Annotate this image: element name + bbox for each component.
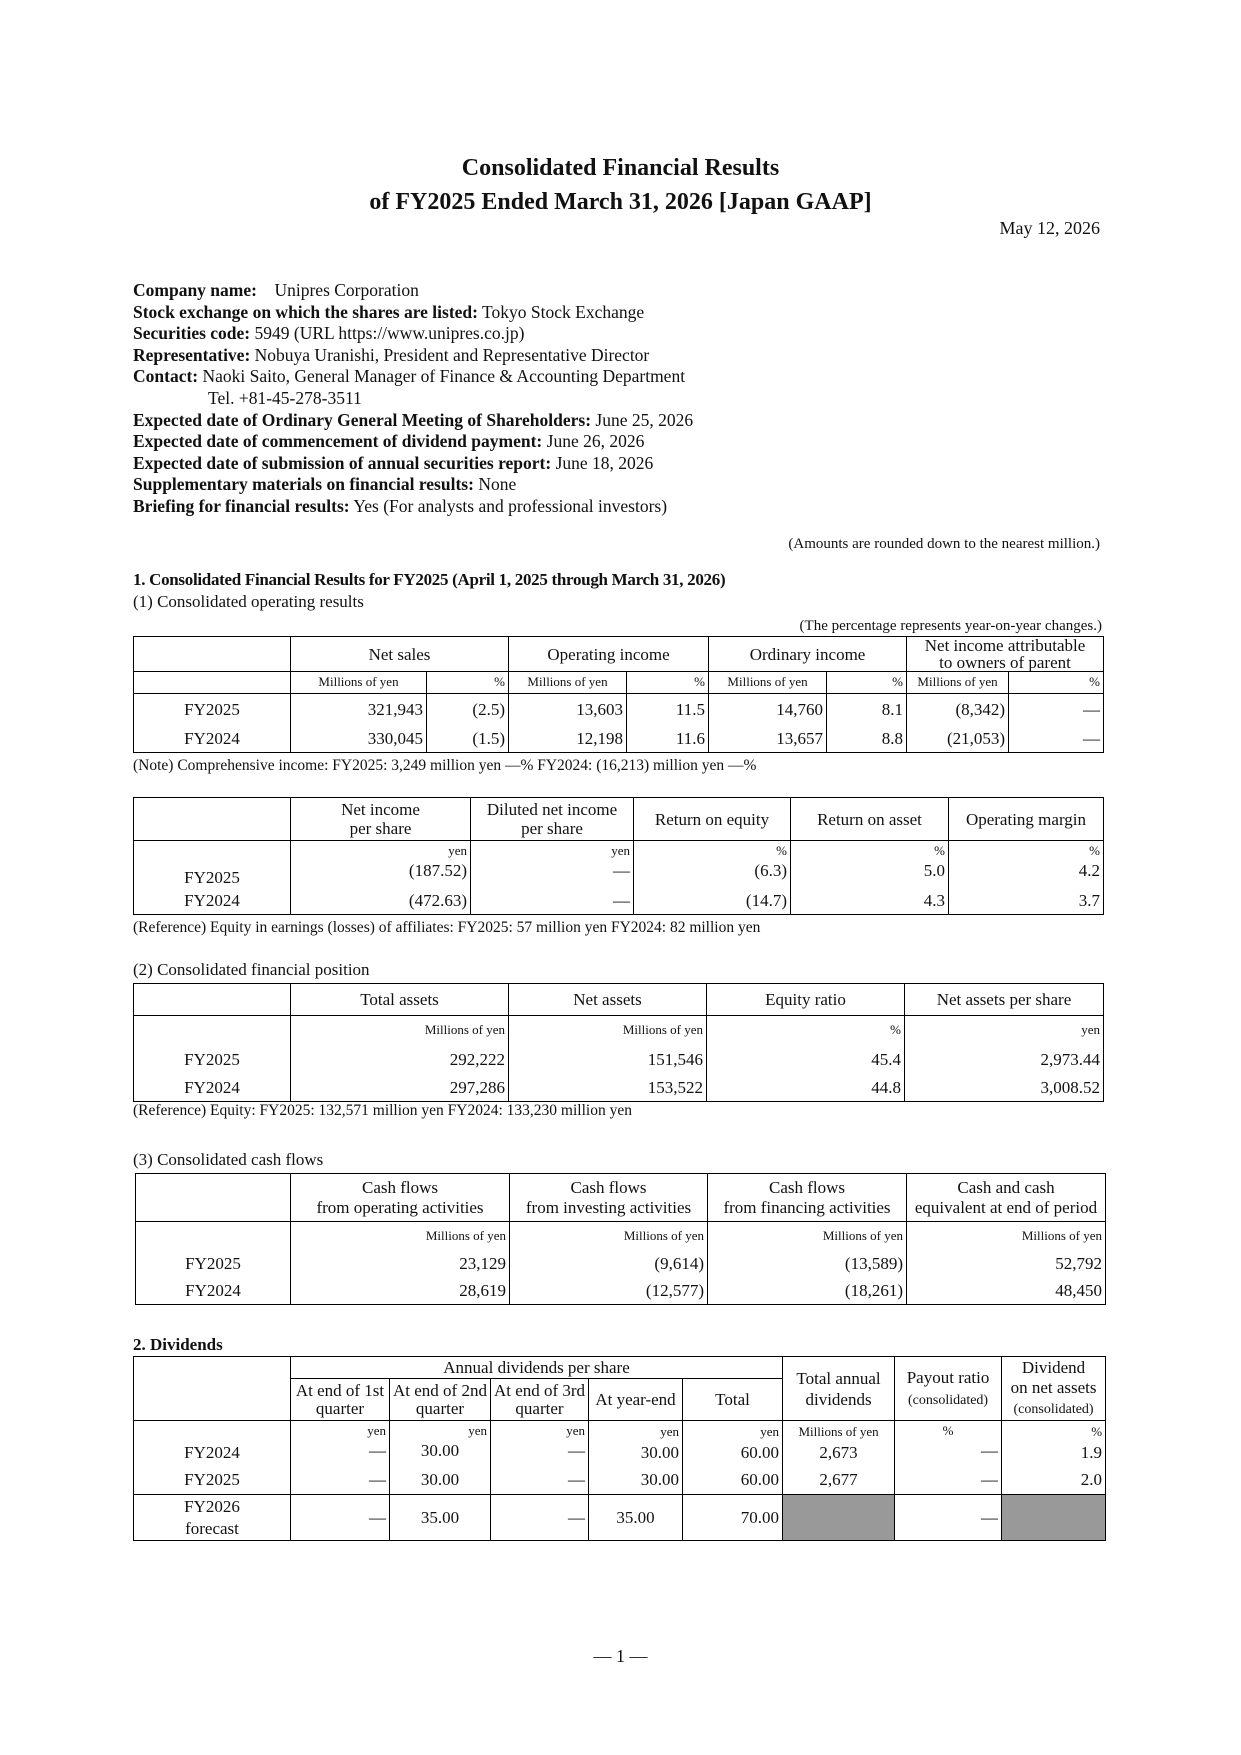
header-q2-l2: quarter [415,1398,465,1418]
header-net-income-l2: to owners of parent [939,653,1071,672]
cell: — [491,1465,589,1495]
header-q3-l2: quarter [515,1398,564,1418]
cell: 1.9 [1002,1441,1106,1465]
table-row [134,1074,1104,1102]
operating-results-table [133,636,1104,753]
header-dna-l2: on net assets [1010,1377,1097,1397]
header-q3 [491,1379,589,1421]
header-roe: Return on equity [634,798,791,841]
header-cf-op-l2: from operating activities [316,1197,484,1217]
report-value: June 18, 2026 [555,452,654,473]
cell: 11.5 [627,694,709,726]
unit-cell: yen [390,1421,491,1441]
unit-blank [134,1016,291,1046]
cell: 52,792 [907,1250,1106,1278]
header-payout-l1: Payout ratio [906,1367,990,1387]
row-label: FY2024 [134,1074,291,1102]
unit-blank [136,1222,291,1250]
header-cf-operating [291,1174,510,1222]
header-operating-margin: Operating margin [949,798,1104,841]
cell: 35.00 [589,1495,683,1541]
header-cf-financing [708,1174,907,1222]
row-label: FY2024 [134,726,291,753]
row-label: FY2025 [136,1250,291,1278]
unit-cell: yen [491,1421,589,1441]
cell: (8,342) [907,694,1009,726]
unit-blank [134,672,291,694]
header-cf-inv-l2: from investing activities [525,1197,692,1217]
unit-cell: Millions of yen [709,672,827,694]
header-cf-investing [510,1174,708,1222]
header-total-annual-dividends [783,1357,895,1421]
header-cash-l1: Cash and cash [957,1177,1055,1197]
unit-cell: % [949,841,1104,861]
pct-note: (The percentage represents year-on-year changes.) [799,618,1102,634]
cell: 70.00 [683,1495,783,1541]
unit-cell: % [895,1421,1002,1441]
header-dna-l1: Dividend [1021,1357,1086,1377]
cell: 30.00 [589,1465,683,1495]
cell: (9,614) [510,1250,708,1278]
unit-cell: yen [291,841,471,861]
table-row [134,887,1104,915]
cell: (13,589) [708,1250,907,1278]
cell: 14,760 [709,694,827,726]
cell: 13,657 [709,726,827,753]
header-nav-per-share: Net assets per share [905,984,1104,1016]
header-ordinary-income: Ordinary income [709,637,907,672]
cell: — [471,887,634,915]
cell: — [471,861,634,887]
header-net-assets: Net assets [509,984,707,1016]
cell: 2,673 [783,1441,895,1465]
header-operating-income: Operating income [509,637,709,672]
cell: (18,261) [708,1278,907,1305]
unit-cell: Millions of yen [509,672,627,694]
report-date: May 12, 2026 [999,218,1100,238]
comprehensive-income-note: (Note) Comprehensive income: FY2025: 3,249 million yen —% FY2024: (16,213) million yen —% [133,757,757,774]
header-net-income-l1: Net income attributable [924,636,1086,655]
row-label: FY2024 [134,1441,291,1465]
unit-cell: % [707,1016,905,1046]
briefing-value: Yes (For analysts and professional investors) [353,495,668,516]
cell: 30.00 [589,1441,683,1465]
header-diluted-l1: Diluted net income [486,800,618,819]
header-total-annual-l1: Total annual [796,1368,881,1388]
header-dividend-net-assets [1002,1357,1106,1421]
exchange-label: Stock exchange on which the shares are listed: [133,301,478,322]
header-cf-fin-l1: Cash flows [768,1177,846,1197]
unit-cell: yen [291,1421,390,1441]
cell: 11.6 [627,726,709,753]
cell: 292,222 [291,1046,509,1074]
cell: (14.7) [634,887,791,915]
cell: 8.8 [827,726,907,753]
header-q2-l1: At end of 2nd [393,1380,487,1400]
header-blank [134,1357,291,1421]
cell: 151,546 [509,1046,707,1074]
cell: (187.52) [291,861,471,887]
cell: (472.63) [291,887,471,915]
rep-value: Nobuya Uranishi, President and Representative Director [254,344,650,365]
cell: 45.4 [707,1046,905,1074]
cell: — [491,1441,589,1465]
cell: (1.5) [427,726,509,753]
meeting-value: June 25, 2026 [595,409,694,430]
header-cash-equivalent [907,1174,1106,1222]
unit-cell: Millions of yen [907,672,1009,694]
unit-cell: % [1009,672,1104,694]
header-diluted-eps [471,798,634,841]
table-row [134,1441,1106,1465]
cell: 297,286 [291,1074,509,1102]
header-payout-ratio [895,1357,1002,1421]
row-label [134,1495,291,1541]
shaded-cell [783,1495,895,1541]
cell: 8.1 [827,694,907,726]
equity-reference-note: (Reference) Equity: FY2025: 132,571 million yen FY2024: 133,230 million yen [133,1102,632,1119]
header-equity-ratio: Equity ratio [707,984,905,1016]
header-blank [134,984,291,1016]
code-value: 5949 (URL https://www.unipres.co.jp) [254,323,525,344]
forecast-label-l2: forecast [185,1518,239,1538]
unit-cell: yen [905,1016,1104,1046]
cell: 48,450 [907,1278,1106,1305]
header-blank [136,1174,291,1222]
page-number: — 1 — [593,1646,648,1666]
table-row [134,726,1104,753]
contact-tel: Tel. +81-45-278-3511 [208,387,362,408]
row-label: FY2025 [134,1046,291,1074]
dividend-date-value: June 26, 2026 [546,431,645,452]
dividends-table [133,1356,1106,1541]
header-net-sales: Net sales [291,637,509,672]
header-q2 [390,1379,491,1421]
rounding-note: (Amounts are rounded down to the nearest million.) [788,536,1100,552]
cell: — [895,1465,1002,1495]
table-row [134,861,1104,887]
cell: (12,577) [510,1278,708,1305]
cell: — [491,1495,589,1541]
cell: (6.3) [634,861,791,887]
header-total-assets: Total assets [291,984,509,1016]
cell: 30.00 [390,1465,491,1495]
header-eps [291,798,471,841]
header-total: Total [683,1379,783,1421]
unit-blank [134,841,291,861]
table-row-forecast [134,1495,1106,1541]
section1-heading: 1. Consolidated Financial Results for FY2025 (April 1, 2025 through March 31, 2026) [133,570,726,589]
cell: 4.2 [949,861,1104,887]
header-net-income-parent [907,637,1104,672]
row-label: FY2025 [134,1465,291,1495]
unit-cell: % [634,841,791,861]
cell: — [291,1495,390,1541]
cell: 5.0 [791,861,949,887]
position-heading: (2) Consolidated financial position [133,960,370,979]
meeting-label: Expected date of Ordinary General Meeting of Shareholders: [133,409,592,430]
unit-cell: % [427,672,509,694]
cell: 30.00 [390,1441,491,1465]
header-q3-l1: At end of 3rd [493,1380,586,1400]
header-cf-inv-l1: Cash flows [570,1177,647,1197]
unit-cell: Millions of yen [291,672,427,694]
unit-cell: yen [471,841,634,861]
dividends-heading: 2. Dividends [133,1335,223,1354]
dividend-date-label: Expected date of commencement of dividend payment: [133,431,543,452]
cell: 153,522 [509,1074,707,1102]
header-blank [134,637,291,672]
cash-flows-table [135,1173,1106,1305]
cell: 321,943 [291,694,427,726]
header-q1-l2: quarter [315,1398,365,1418]
cell: 28,619 [291,1278,510,1305]
table-row [134,1046,1104,1074]
header-eps-l2: per share [349,819,412,838]
cell: — [895,1441,1002,1465]
cell: 3,008.52 [905,1074,1104,1102]
section1-sub1: (1) Consolidated operating results [133,592,364,611]
cell: — [895,1495,1002,1541]
contact-label: Contact: [133,366,199,387]
page-title-line1: Consolidated Financial Results [461,155,780,181]
unit-cell: Millions of yen [708,1222,907,1250]
table-row [136,1250,1106,1278]
table-row [136,1278,1106,1305]
cell: 4.3 [791,887,949,915]
equity-earnings-note: (Reference) Equity in earnings (losses) of affiliates: FY2025: 57 million yen FY2024: 82 million yen [133,919,761,936]
unit-cell: Millions of yen [907,1222,1106,1250]
unit-cell: Millions of yen [509,1016,707,1046]
cell: 330,045 [291,726,427,753]
header-cf-fin-l2: from financing activities [723,1197,891,1217]
cell: — [291,1441,390,1465]
header-eps-l1: Net income [341,800,420,819]
header-payout-l2: (consolidated) [908,1392,989,1408]
cell: 2,973.44 [905,1046,1104,1074]
row-label: FY2024 [134,887,291,915]
header-year-end: At year-end [589,1379,683,1421]
cell: 3.7 [949,887,1104,915]
exchange-value: Tokyo Stock Exchange [482,301,645,322]
header-annual-dividends: Annual dividends per share [291,1357,783,1379]
header-q1-l1: At end of 1st [295,1380,385,1400]
rep-label: Representative: [133,344,251,365]
per-share-table [133,797,1104,915]
table-row [134,694,1104,726]
cell: 44.8 [707,1074,905,1102]
cell: 13,603 [509,694,627,726]
briefing-label: Briefing for financial results: [133,495,350,516]
unit-blank [134,1421,291,1441]
cell: (2.5) [427,694,509,726]
contact-value: Naoki Saito, General Manager of Finance & Accounting Department [202,366,686,387]
row-label: FY2025 [134,694,291,726]
financial-position-table [133,983,1104,1102]
header-dna-l3: (consolidated) [1013,1401,1094,1417]
page-title-line2: of FY2025 Ended March 31, 2026 [Japan GAAP] [369,189,872,215]
table-row [134,1465,1106,1495]
cell: 23,129 [291,1250,510,1278]
header-diluted-l2: per share [521,819,583,838]
header-cf-op-l1: Cash flows [361,1177,439,1197]
header-blank [134,798,291,841]
unit-cell: Millions of yen [783,1421,895,1441]
cell: — [291,1465,390,1495]
row-label: FY2024 [136,1278,291,1305]
unit-cell: % [791,841,949,861]
unit-cell: % [827,672,907,694]
header-total-annual-l2: dividends [805,1389,872,1409]
shaded-cell [1002,1495,1106,1541]
supp-value: None [478,474,517,495]
cell: (21,053) [907,726,1009,753]
cell: 2,677 [783,1465,895,1495]
unit-cell: yen [589,1421,683,1441]
company-value: Unipres Corporation [274,280,419,300]
code-label: Securities code: [133,323,251,344]
unit-cell: % [1002,1421,1106,1441]
cell: 2.0 [1002,1465,1106,1495]
cell: 60.00 [683,1465,783,1495]
report-label: Expected date of submission of annual securities report: [133,452,552,473]
header-q1 [291,1379,390,1421]
cell: — [1009,726,1104,753]
unit-cell: % [627,672,709,694]
header-cash-l2: equivalent at end of period [914,1197,1098,1217]
header-roa: Return on asset [791,798,949,841]
unit-cell: Millions of yen [510,1222,708,1250]
company-info [133,280,693,518]
cell: 12,198 [509,726,627,753]
unit-cell: Millions of yen [291,1016,509,1046]
cell: 60.00 [683,1441,783,1465]
cashflows-heading: (3) Consolidated cash flows [133,1150,324,1169]
row-label: FY2025 [134,861,291,887]
cell: — [1009,694,1104,726]
forecast-label-l1: FY2026 [184,1496,240,1516]
unit-cell: Millions of yen [291,1222,510,1250]
company-label: Company name: [133,280,257,300]
supp-label: Supplementary materials on financial results: [133,474,474,495]
cell: 35.00 [390,1495,491,1541]
unit-cell: yen [683,1421,783,1441]
